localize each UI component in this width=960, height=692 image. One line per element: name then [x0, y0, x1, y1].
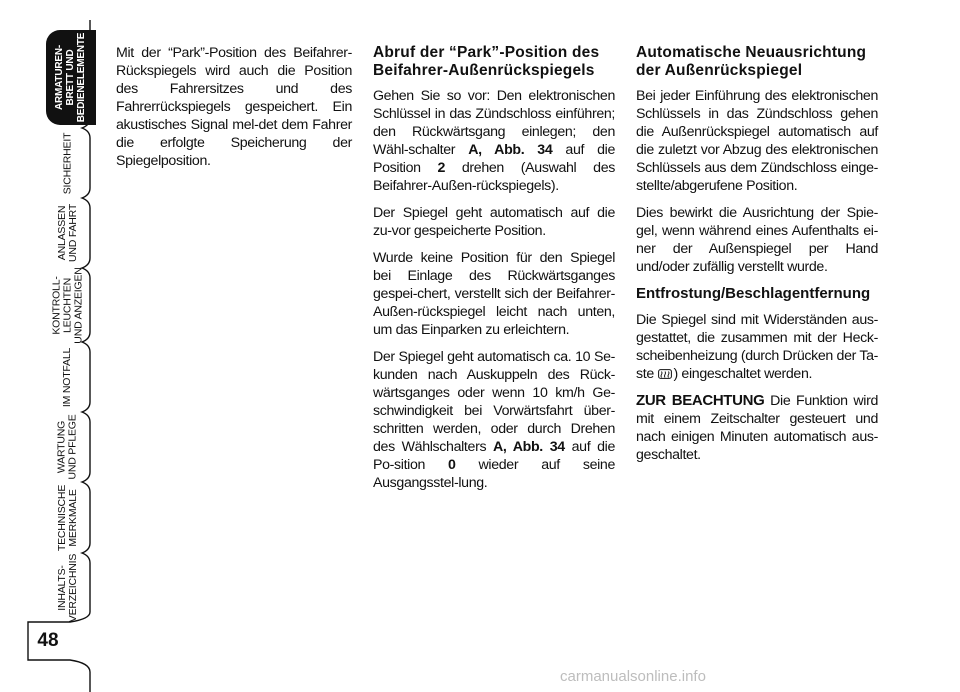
tab-label: TECHNISCHE MERKMALE — [56, 484, 80, 552]
position-value: 0 — [448, 457, 456, 473]
paragraph-no-position: Wurde keine Position für den Spiegel bei Einlage des Rückwärtsganges gespei-chert, verstellt sich der Beifahrer-Außen-rückspiegel leicht nach unten, um das Einparken zu erleichtern. — [373, 250, 615, 338]
note-label: ZUR BEACHTUNG — [636, 392, 765, 409]
column-1 — [116, 44, 352, 179]
column-3 — [636, 44, 878, 473]
tab-im-notfall[interactable] — [46, 344, 90, 410]
chapter-sidebar — [0, 0, 100, 692]
figure-reference: A, Abb. 34 — [468, 142, 553, 158]
tab-label: SICHERHEIT — [61, 132, 74, 194]
paragraph-mirror-auto: Der Spiegel geht automatisch auf die zu-vor gespeicherte Position. — [373, 205, 615, 239]
section-heading-auto-realign: Automatische Neuausrichtung der Außenrückspiegel — [636, 44, 867, 79]
tab-label: ANLASSEN UND FAHRT — [56, 203, 79, 263]
text: auf die Position — [373, 142, 615, 176]
position-value: 2 — [437, 160, 446, 176]
text: ) eingeschaltet werden. — [673, 366, 813, 382]
text: auf die Po-sition — [373, 439, 615, 473]
text: Gehen Sie so vor: Den elektronischen Schlüssel in das Zündschloss einführen; den Rückwärtsgang einlegen; den Wähl-schalter — [373, 88, 615, 158]
tab-label: INHALTS- VERZEICHNIS — [56, 553, 79, 623]
paragraph-realign-effect: Dies bewirkt die Ausrichtung der Spie-gel, wenn während eines Aufenthalts ei-ner der Außenspiegel per Hand und/oder zufällig verstellt wurde. — [636, 205, 878, 275]
column-2 — [373, 44, 615, 501]
tab-label: WARTUNG UND PFLEGE — [56, 414, 80, 480]
paragraph-park-position-info: Mit der “Park”-Position des Beifahrer-Rückspiegels wird auch die Position des Fahrersitzes und des Fahrerrückspiegels gespeichert. Ein akustisches Signal mel-det dem Fahrer die erfolgte Speicherung der Spiegelposition. — [116, 45, 352, 169]
tab-kontrollleuchten[interactable] — [46, 268, 90, 342]
text: drehen (Auswahl des Beifahrer-Außen-rückspiegels). — [373, 160, 616, 194]
tab-anlassen-und-fahrt[interactable] — [46, 200, 90, 266]
paragraph-defrost — [636, 311, 878, 383]
page-number: 48 — [37, 630, 59, 651]
tab-inhaltsverzeichnis[interactable] — [46, 555, 90, 621]
rear-defrost-icon — [658, 369, 672, 379]
text: Die Spiegel sind mit Widerständen aus-gestattet, die zusammen mit der Heck-scheibenheizung (durch Drücken der Ta-ste — [636, 312, 878, 382]
section-heading-park-position: Abruf der “Park”-Position des Beifahrer-Außenrückspiegels — [373, 44, 600, 79]
tab-armaturenbrett[interactable] — [46, 30, 96, 125]
paragraph-return-position — [373, 348, 615, 492]
paragraph-note — [636, 392, 878, 464]
tab-sicherheit[interactable] — [46, 130, 90, 196]
paragraph-realign-info: Bei jeder Einführung des elektronischen Schlüssels in das Zündschloss gehen die Außenrückspiegel automatisch auf die zuletzt vor Abzug des elektronischen Schlüssels aus dem Zündschloss einge-stellte/abgerufene Position. — [636, 88, 878, 194]
tab-technische-merkmale[interactable] — [46, 484, 90, 552]
text: Der Spiegel geht automatisch ca. 10 Se-kunden nach Auskuppeln des Rück-wärtsganges oder wenn 10 km/h Ge-schwindigkeit bei Vorwärtsfahrt über-schritten werden, oder durch Drehen des Wählschalters — [373, 349, 615, 455]
watermark: carmanualsonline.info — [560, 668, 706, 685]
text: wieder auf seine Ausgangsstel-lung. — [373, 457, 615, 491]
text: Die Funktion wird mit einem Zeitschalter gesteuert und nach einigen Minuten automatisch aus-geschaltet. — [636, 393, 878, 463]
tab-label: ARMATUREN- BRETT UND BEDIENELEMENTE — [54, 32, 88, 123]
figure-reference: A, Abb. 34 — [493, 439, 565, 455]
section-heading-defrost: Entfrostung/Beschlagentfernung — [636, 285, 871, 302]
tab-wartung-und-pflege[interactable] — [46, 412, 90, 482]
paragraph-procedure — [373, 87, 615, 195]
tab-label: KONTROLL- LEUCHTEN UND ANZEIGEN — [50, 266, 85, 344]
tab-label: IM NOTFALL — [61, 347, 74, 407]
